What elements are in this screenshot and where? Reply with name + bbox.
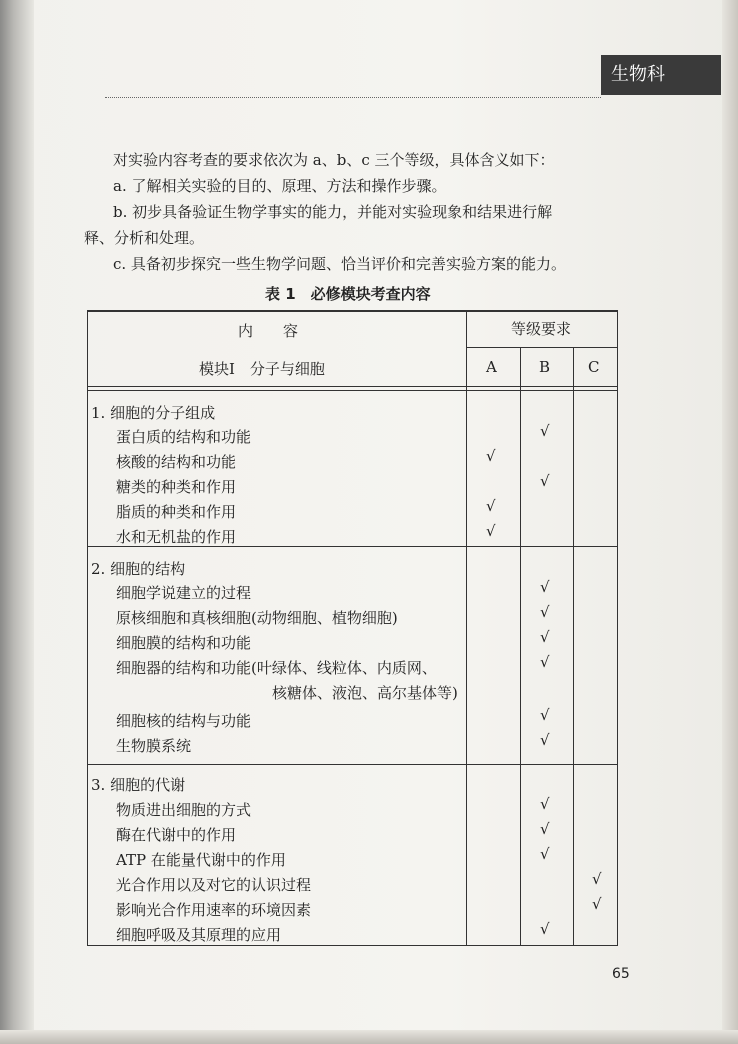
table-row-label: 生物膜系统 bbox=[116, 737, 192, 755]
table-row-label: 物质进出细胞的方式 bbox=[116, 801, 252, 819]
level-header-rule bbox=[466, 347, 618, 348]
header-col-b: B bbox=[539, 358, 551, 376]
table-row-label: 原核细胞和真核细胞(动物细胞、植物细胞) bbox=[116, 609, 398, 627]
table-row-label: 细胞学说建立的过程 bbox=[116, 584, 252, 602]
check-mark-a: √ bbox=[486, 522, 496, 540]
spine-shadow bbox=[0, 0, 34, 1044]
table-row-label: 水和无机盐的作用 bbox=[116, 528, 237, 546]
page-number: 65 bbox=[612, 966, 630, 982]
table-row-label: 核酸的结构和功能 bbox=[116, 453, 237, 471]
check-mark-b: √ bbox=[540, 706, 550, 724]
table-row-label: ATP 在能量代谢中的作用 bbox=[116, 851, 286, 869]
header-rule bbox=[105, 97, 601, 98]
table-row-label: 细胞膜的结构和功能 bbox=[116, 634, 252, 652]
check-mark-b: √ bbox=[540, 653, 550, 671]
header-col-c: C bbox=[588, 358, 600, 376]
intro-line-3b: 释、分析和处理。 bbox=[84, 229, 205, 247]
section-title: 3. 细胞的代谢 bbox=[91, 776, 186, 794]
table-left-border bbox=[87, 310, 88, 946]
table-row-label: 影响光合作用速率的环境因素 bbox=[116, 901, 312, 919]
intro-line-2: a. 了解相关实验的目的、原理、方法和操作步骤。 bbox=[113, 177, 447, 195]
intro-line-3a: b. 初步具备验证生物学事实的能力，并能对实验现象和结果进行解 bbox=[113, 203, 553, 221]
table-top-border bbox=[87, 310, 618, 312]
page-edge-bottom bbox=[0, 1030, 738, 1044]
header-col-a: A bbox=[486, 358, 497, 376]
table-row-label: 光合作用以及对它的认识过程 bbox=[116, 876, 312, 894]
check-mark-b: √ bbox=[540, 603, 550, 621]
content-level-divider bbox=[466, 310, 467, 946]
table-right-border bbox=[617, 310, 618, 946]
header-bottom-rule bbox=[87, 386, 618, 387]
header-level: 等级要求 bbox=[511, 320, 572, 338]
header-content: 内 容 bbox=[238, 322, 299, 340]
check-mark-c: √ bbox=[592, 870, 602, 888]
intro-line-4: c. 具备初步探究一些生物学问题、恰当评价和完善实验方案的能力。 bbox=[113, 255, 566, 273]
check-mark-a: √ bbox=[486, 447, 496, 465]
check-mark-b: √ bbox=[540, 628, 550, 646]
table-bottom-border bbox=[87, 945, 618, 946]
check-mark-b: √ bbox=[540, 731, 550, 749]
section-title: 1. 细胞的分子组成 bbox=[91, 404, 216, 422]
section-divider-2 bbox=[87, 764, 618, 765]
header-module: 模块Ⅰ 分子与细胞 bbox=[199, 360, 325, 378]
page-edge-right bbox=[722, 0, 738, 1044]
intro-line-1: 对实验内容考查的要求依次为 a、b、c 三个等级，具体含义如下： bbox=[113, 151, 555, 169]
check-mark-c: √ bbox=[592, 895, 602, 913]
table-row-label: 糖类的种类和作用 bbox=[116, 478, 237, 496]
check-mark-a: √ bbox=[486, 497, 496, 515]
table-row-label: 酶在代谢中的作用 bbox=[116, 826, 237, 844]
subject-tab: 生物科 bbox=[601, 55, 721, 95]
check-mark-b: √ bbox=[540, 422, 550, 440]
col-b-c-divider bbox=[573, 347, 574, 946]
table-title: 表 1 必修模块考查内容 bbox=[265, 285, 431, 303]
table-row-label: 细胞呼吸及其原理的应用 bbox=[116, 926, 282, 944]
header-bottom-rule-2 bbox=[87, 390, 618, 391]
section-title: 2. 细胞的结构 bbox=[91, 560, 186, 578]
col-a-b-divider bbox=[520, 347, 521, 946]
table-row-label: 细胞器的结构和功能(叶绿体、线粒体、内质网、 bbox=[116, 659, 437, 677]
check-mark-b: √ bbox=[540, 472, 550, 490]
check-mark-b: √ bbox=[540, 920, 550, 938]
check-mark-b: √ bbox=[540, 578, 550, 596]
table-row-label: 脂质的种类和作用 bbox=[116, 503, 237, 521]
check-mark-b: √ bbox=[540, 795, 550, 813]
table-row-label: 细胞核的结构与功能 bbox=[116, 712, 252, 730]
table-row-label: 蛋白质的结构和功能 bbox=[116, 428, 252, 446]
check-mark-b: √ bbox=[540, 820, 550, 838]
check-mark-b: √ bbox=[540, 845, 550, 863]
table-row-label-continued: 核糖体、液泡、高尔基体等) bbox=[272, 684, 458, 702]
